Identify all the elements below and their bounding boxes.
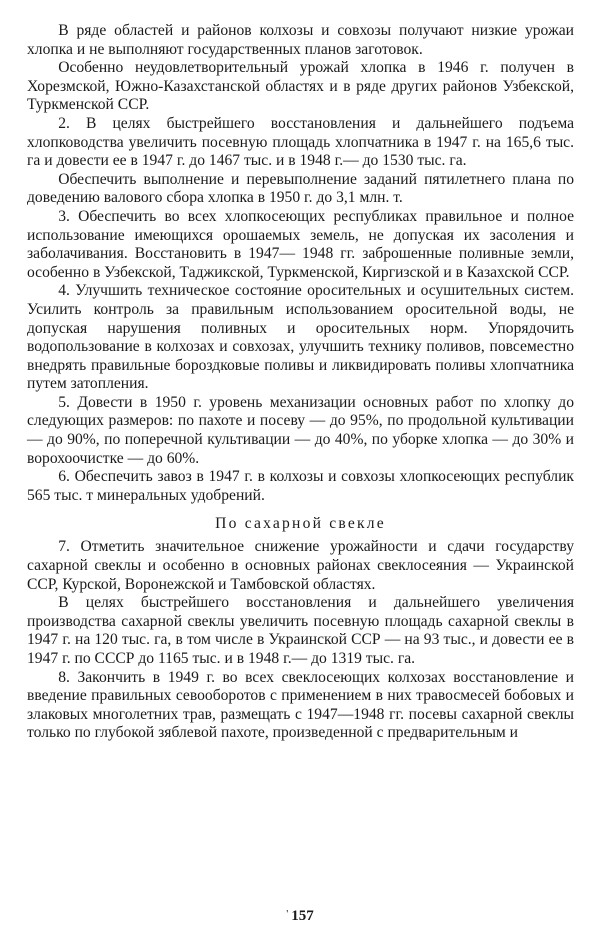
paragraph-item-3: 3. Обеспечить во всех хлопкосеющих республиках правильное и полное использование имеющихся орошаемых земель, не допуская их засоления и заболачивания. Восстановить в 1947— 1948 гг. заброшенные поливные земли, особенно в Узбекской, Таджикской, Туркменской, Киргизской и в Казахской ССР. bbox=[27, 207, 574, 281]
paragraph-poor-harvest-1946: Особенно неудовлетворительный урожай хлопка в 1946 г. получен в Хорезмской, Южно-Казахстанской областях и в ряде других районов Узбекской, Туркменской ССР. bbox=[27, 59, 574, 114]
paragraph-item-5: 5. Довести в 1950 г. уровень механизации основных работ по хлопку до следующих размеров: по пахоте и посеву — до 95%, по продольной культивации — до 90%, по поперечной культивации — до 40%, по уборке хлопка — до 30% и ворохоочистке — до 60%. bbox=[27, 393, 574, 467]
paragraph-item-7: 7. Отметить значительное снижение урожайности и сдачи государству сахарной свеклы и особенно в основных районах свеклосеяния — Украинской ССР, Курской, Воронежской и Тамбовской областях. bbox=[27, 538, 574, 593]
section-heading-sugar-beet: По сахарной свекле bbox=[215, 515, 386, 533]
page-number: 157 bbox=[291, 908, 314, 924]
paragraph-item-6: 6. Обеспечить завоз в 1947 г. в колхозы и совхозы хлопкосеющих республик 565 тыс. т минеральных удобрений. bbox=[27, 468, 574, 504]
paragraph-item-8: 8. Закончить в 1949 г. во всех свеклосеющих колхозах восстановление и введение правильных севооборотов с применением в них травосмесей бобовых и злаковых многолетних трав, размещать с 1947—1948 гг. посевы сахарной свеклы только по глубокой зяблевой пахоте, произведенной с предварительным и bbox=[27, 668, 574, 742]
paragraph-item-2: 2. В целях быстрейшего восстановления и дальнейшего подъема хлопководства увеличить посевную площадь хлопчатника в 1947 г. на 165,6 тыс. га и довести ее в 1947 г. до 1467 тыс. и в 1948 г.— до 1530 тыс. га. bbox=[27, 114, 574, 170]
paragraph-five-year-plan: Обеспечить выполнение и перевыполнение заданий пятилетнего плана по доведению валового сбора хлопка в 1950 г. до 3,1 млн. т. bbox=[27, 170, 574, 207]
paragraph-item-4: 4. Улучшить техническое состояние оросительных и осушительных систем. Усилить контроль за правильным использованием оросительной воды, не допуская нарушения поливных и оросительных норм. Упорядочить водопользование в колхозах и совхозах, улучшить технику поливов, повсеместно внедрять правильные бороздковые поливы и ликвидировать поливы хлопчатника путем затопления. bbox=[27, 282, 574, 393]
page-number-footer bbox=[0, 908, 600, 925]
paragraph-low-yields: В ряде областей и районов колхозы и совхозы получают низкие урожаи хлопка и не выполняют государственных планов заготовок. bbox=[27, 22, 574, 58]
paragraph-sugar-beet-area: В целях быстрейшего восстановления и дальнейшего увеличения производства сахарной свеклы увеличить посевную площадь сахарной свеклы в 1947 г. на 120 тыс. га, в том числе в Украинской ССР — на 93 тыс., и довести ее в 1947 г. по СССР до 1165 тыс. и в 1948 г.— до 1319 тыс. га. bbox=[27, 594, 574, 667]
page-mark: ' bbox=[286, 908, 289, 920]
